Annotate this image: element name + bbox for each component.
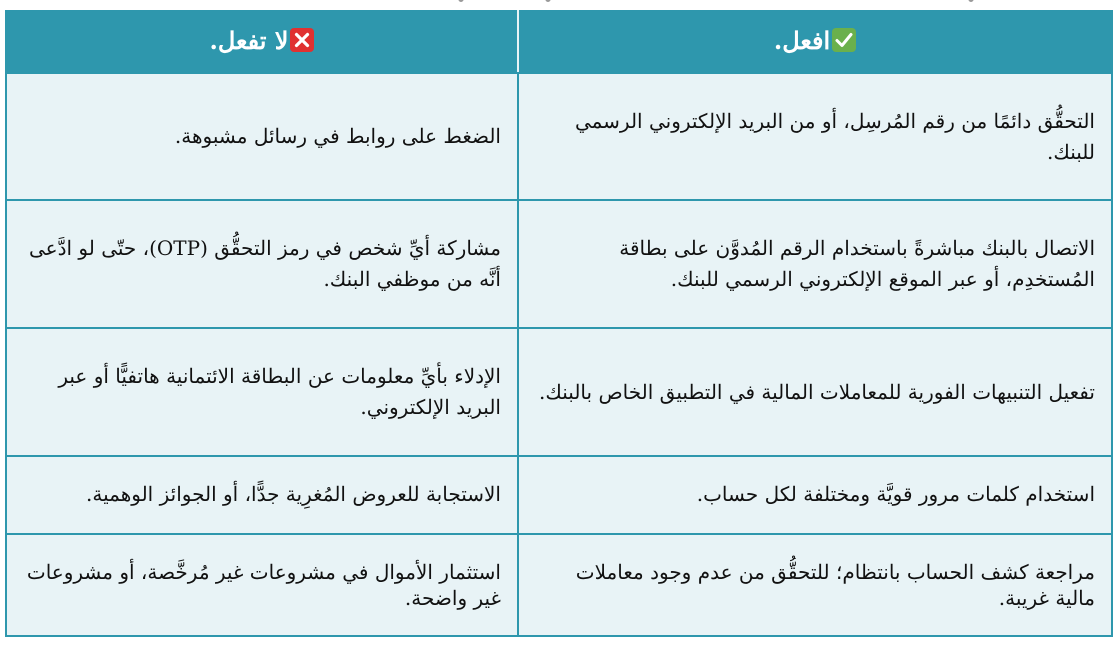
text-fragment	[968, 0, 974, 2]
cross-mark-icon	[290, 28, 314, 52]
check-mark-icon	[832, 28, 856, 52]
do-header-label: افعل.	[773, 25, 831, 55]
dont-column-header	[6, 11, 518, 73]
table-row	[6, 456, 1112, 533]
dont-cell: الاستجابة للعروض المُغرِية جدًّا، أو الجوائز الوهمية.	[6, 456, 518, 533]
table-row	[6, 200, 1112, 327]
dont-cell: مشاركة أيِّ شخص في رمز التحقُّق (OTP)، حتّى لو ادَّعى أنَّه من موظفي البنك.	[6, 200, 518, 327]
dont-header-label: لا تفعل.	[209, 25, 289, 55]
text-fragment	[545, 0, 551, 2]
table-row	[6, 534, 1112, 636]
dont-cell: استثمار الأموال في مشروعات غير مُرخَّصة، أو مشروعات غير واضحة.	[6, 534, 518, 636]
cropped-text-remnant	[0, 0, 1119, 10]
do-cell: استخدام كلمات مرور قويَّة ومختلفة لكل حساب.	[518, 456, 1112, 533]
dos-and-donts-table	[5, 10, 1113, 637]
table-header-row	[6, 11, 1112, 73]
do-column-header	[518, 11, 1112, 73]
do-cell: الاتصال بالبنك مباشرةً باستخدام الرقم المُدوَّن على بطاقة المُستخدِم، أو عبر الموقع الإلكتروني الرسمي للبنك.	[518, 200, 1112, 327]
table-row	[6, 73, 1112, 200]
dont-cell: الضغط على روابط في رسائل مشبوهة.	[6, 73, 518, 200]
text-fragment	[458, 0, 464, 2]
do-cell: التحقُّق دائمًا من رقم المُرسِل، أو من البريد الإلكتروني الرسمي للبنك.	[518, 73, 1112, 200]
do-cell: تفعيل التنبيهات الفورية للمعاملات المالية في التطبيق الخاص بالبنك.	[518, 328, 1112, 456]
table-row	[6, 328, 1112, 456]
do-cell: مراجعة كشف الحساب بانتظام؛ للتحقُّق من عدم وجود معاملات مالية غريبة.	[518, 534, 1112, 636]
dont-cell: الإدلاء بأيِّ معلومات عن البطاقة الائتمانية هاتفيًّا أو عبر البريد الإلكتروني.	[6, 328, 518, 456]
